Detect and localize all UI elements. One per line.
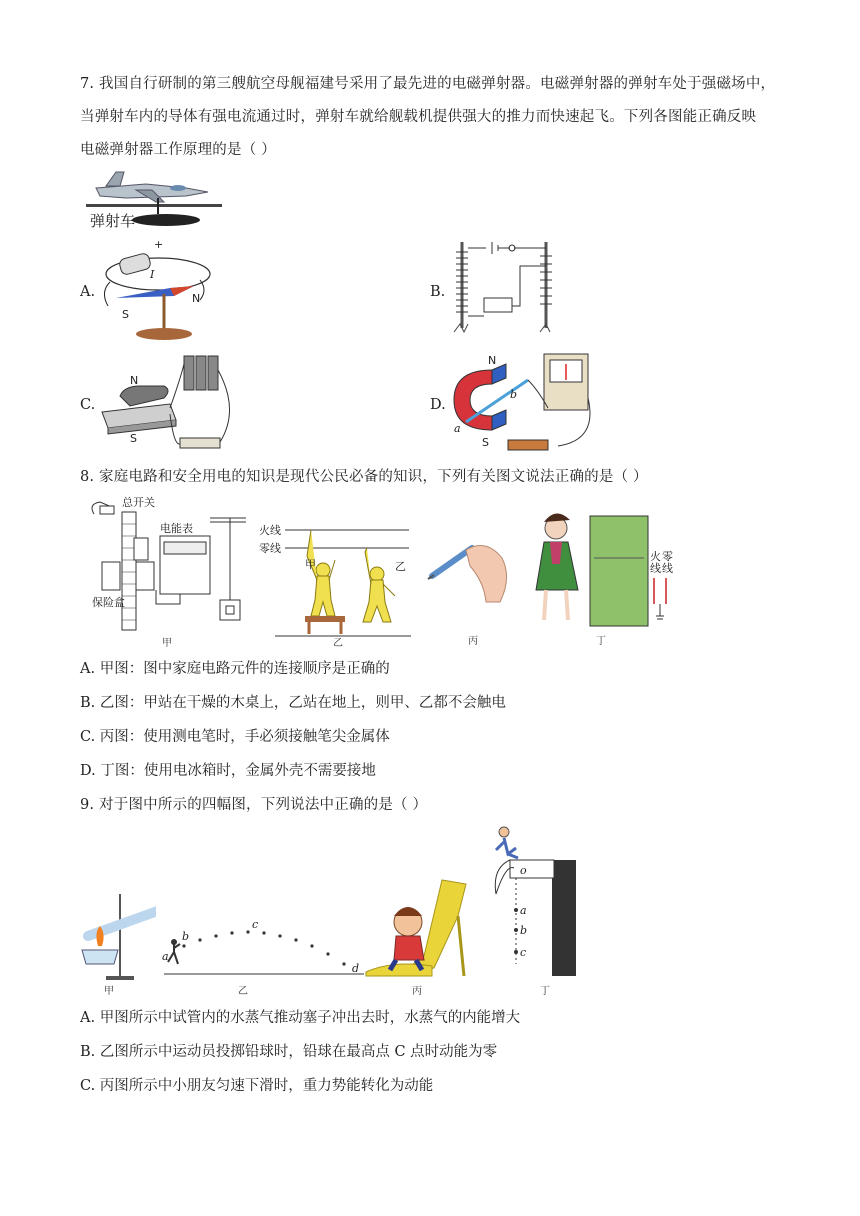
svg-text:d: d — [352, 962, 360, 975]
jet-icon — [96, 172, 208, 202]
svg-text:o: o — [520, 864, 527, 877]
svg-text:丁: 丁 — [596, 636, 606, 647]
q7-option-c-letter: C. — [80, 397, 96, 413]
q7-option-a-letter: A. — [80, 284, 96, 300]
svg-text:S: S — [122, 308, 129, 321]
svg-text:S: S — [130, 432, 137, 445]
q8-stem: 8. 家庭电路和安全用电的知识是现代公民必备的知识，下列有关图文说法正确的是（ ） — [80, 469, 648, 485]
svg-text:b: b — [510, 388, 518, 401]
q9-option-b: B. 乙图所示中运动员投掷铅球时，铅球在最高点 C 点时动能为零 — [80, 1044, 498, 1060]
svg-text:乙: 乙 — [238, 986, 248, 997]
svg-text:火: 火 — [650, 550, 661, 563]
svg-text:N: N — [488, 354, 497, 367]
q9-option-c: C. 丙图所示中小朋友匀速下滑时，重力势能转化为动能 — [80, 1078, 434, 1094]
svg-text:c: c — [252, 920, 259, 931]
svg-text:火线: 火线 — [259, 524, 281, 537]
q9-stem: 9. 对于图中所示的四幅图，下列说法中正确的是（ ） — [80, 797, 428, 813]
q7-stem-line-1: 7. 我国自行研制的第三艘航空母舰福建号采用了最先进的电磁弹射器。电磁弹射器的弹射车处于强磁场中， — [80, 76, 776, 92]
q8-fig-jia-household-circuit — [80, 492, 250, 648]
q9-option-a: A. 甲图所示中试管内的水蒸气推动塞子冲出去时，水蒸气的内能增大 — [80, 1010, 521, 1026]
shot-trajectory — [182, 930, 345, 965]
svg-text:I: I — [150, 268, 155, 281]
svg-text:零: 零 — [662, 550, 673, 563]
catapult-figure — [86, 168, 226, 234]
svg-text:甲: 甲 — [162, 638, 172, 648]
q7-option-b-electromagnet-figure — [450, 236, 560, 344]
svg-text:b: b — [520, 924, 528, 937]
svg-text:乙: 乙 — [395, 560, 406, 573]
q9-fig-bing-slide — [362, 876, 474, 998]
q7-option-d-letter: D. — [430, 397, 446, 413]
q7-option-a-oersted-figure — [96, 236, 216, 344]
svg-text:线: 线 — [650, 562, 661, 575]
svg-text:甲: 甲 — [104, 986, 114, 997]
svg-text:b: b — [182, 930, 190, 943]
q9-fig-yi-shot-put — [160, 920, 370, 998]
svg-text:丙: 丙 — [412, 986, 422, 997]
svg-text:S: S — [482, 436, 489, 449]
q8-option-c: C. 丙图：使用测电笔时，手必须接触笔尖金属体 — [80, 729, 390, 745]
q7-option-c-motor-figure — [100, 350, 250, 460]
svg-text:N: N — [192, 292, 201, 305]
q9-fig-jia-test-tube — [76, 888, 156, 998]
svg-text:a: a — [162, 950, 169, 963]
catapult-label: 弹射车 — [90, 212, 136, 230]
svg-text:+: + — [154, 238, 164, 251]
svg-text:零线: 零线 — [259, 542, 281, 555]
q8-option-a: A. 甲图：图中家庭电路元件的连接顺序是正确的 — [80, 661, 390, 677]
svg-text:线: 线 — [662, 562, 673, 575]
q7-option-d-generator-figure — [448, 350, 598, 460]
svg-text:N: N — [130, 374, 139, 387]
q8-fig-yi-electric-shock — [255, 496, 415, 648]
q7-stem-line-2: 当弹射车内的导体有强电流通过时，弹射车就给舰载机提供强大的推力而快速起飞。下列各图能正确反映 — [80, 109, 757, 125]
svg-text:a: a — [520, 904, 527, 917]
svg-text:乙: 乙 — [333, 638, 343, 648]
q8-option-d: D. 丁图：使用电冰箱时，金属外壳不需要接地 — [80, 763, 376, 779]
svg-text:电能表: 电能表 — [160, 522, 193, 535]
q8-fig-bing-test-pencil — [426, 530, 516, 648]
svg-text:丁: 丁 — [540, 986, 550, 996]
svg-text:丙: 丙 — [468, 636, 478, 647]
svg-text:总开关: 总开关 — [122, 496, 155, 509]
q8-option-b: B. 乙图：甲站在干燥的木桌上，乙站在地上，则甲、乙都不会触电 — [80, 695, 506, 711]
svg-text:a: a — [454, 422, 461, 435]
svg-text:保险盒: 保险盒 — [92, 596, 125, 609]
q8-fig-ding-refrigerator — [528, 508, 678, 648]
q7-stem-line-3: 电磁弹射器工作原理的是（ ） — [80, 142, 276, 158]
q7-option-b-letter: B. — [430, 284, 446, 300]
svg-text:甲: 甲 — [305, 558, 316, 571]
q9-fig-ding-bungee — [490, 824, 582, 996]
svg-text:c: c — [520, 946, 527, 959]
